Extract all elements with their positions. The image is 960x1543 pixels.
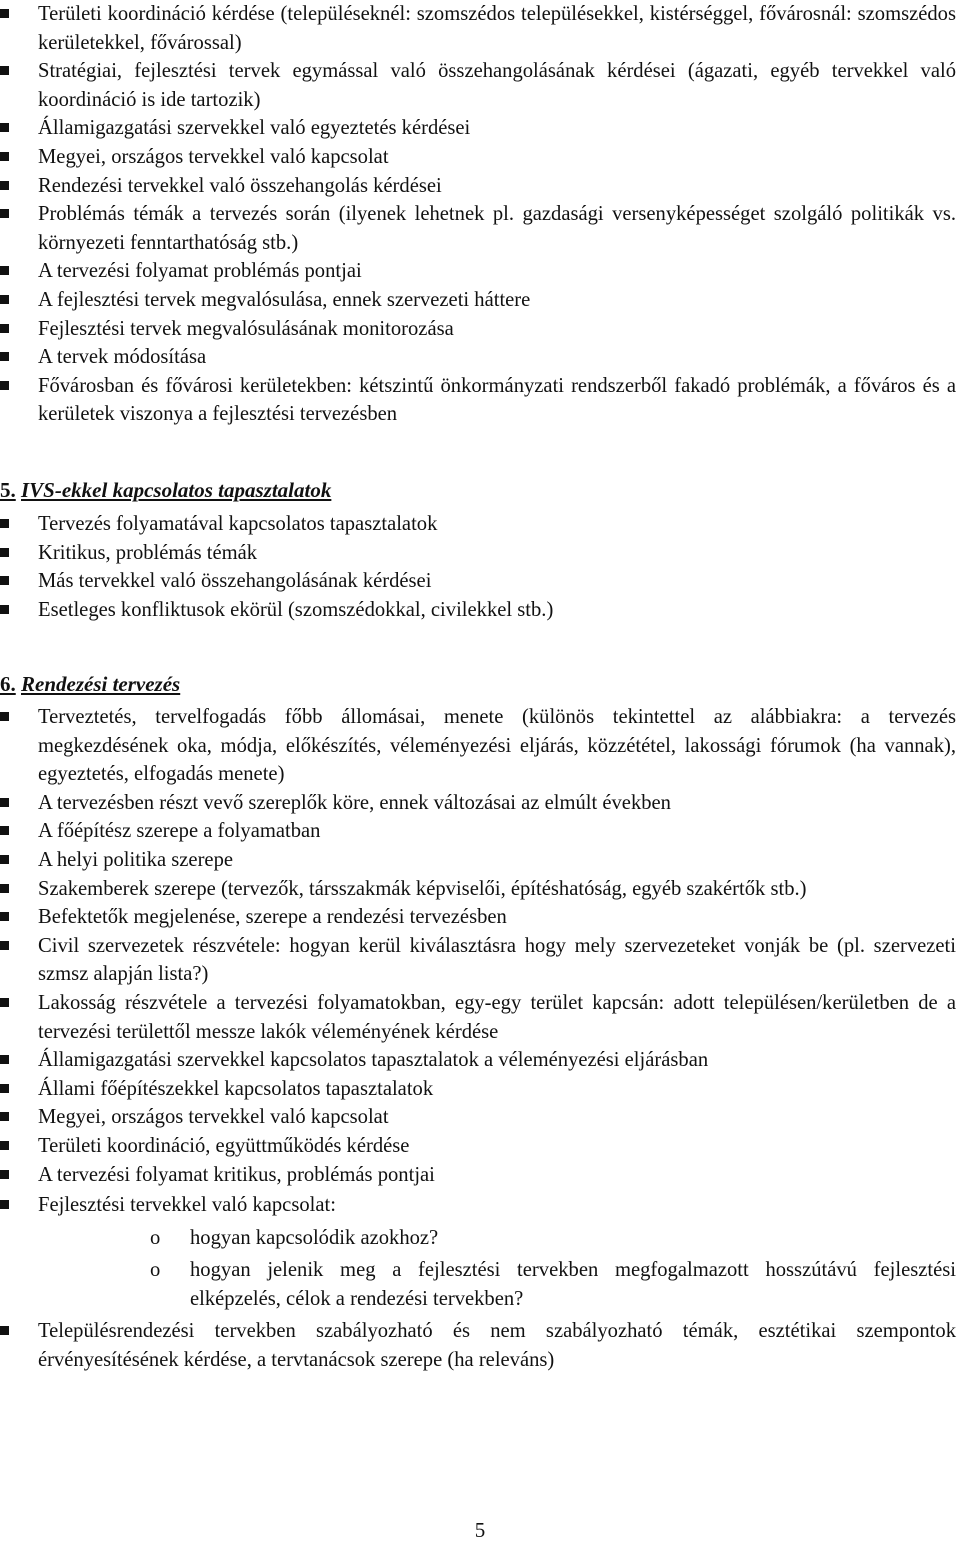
square-bullet-icon <box>0 519 9 528</box>
list-item-text: Lakosság részvétele a tervezési folyamatokban, egy-egy terület kapcsán: adott településen/kerületben de a tervezési területtől messze lakók véleményének kérdése <box>38 991 956 1043</box>
list-item-text: Civil szervezetek részvétele: hogyan kerül kiválasztásra hogy mely szervezeteket vonják be (pl. szervezeti szmsz alapján lista?) <box>38 934 956 986</box>
section-6-list <box>0 703 956 1375</box>
list-item-text: A tervezési folyamat problémás pontjai <box>38 260 362 283</box>
list-item-text: Esetleges konfliktusok ekörül (szomszédokkal, civilekkel stb.) <box>38 598 554 621</box>
square-bullet-icon <box>0 1170 9 1179</box>
list-item-text: Településrendezési tervekben szabályozható és nem szabályozható témák, esztétikai szempontok érvényesítésének kérdése, a tervtanácsok szerepe (ha releváns) <box>38 1320 956 1372</box>
square-bullet-icon <box>0 266 9 275</box>
square-bullet-icon <box>0 912 9 921</box>
list-item-text: Rendezési tervekkel való összehangolás kérdései <box>38 174 442 197</box>
square-bullet-icon <box>0 1112 9 1121</box>
list-item-text: A főépítész szerepe a folyamatban <box>38 820 321 843</box>
list-item-text: A tervezési folyamat kritikus, problémás pontjai <box>38 1163 435 1186</box>
list-item-text: Szakemberek szerepe (tervezők, társszakmák képviselői, építéshatóság, egyéb szakértők stb.) <box>38 877 807 900</box>
square-bullet-icon <box>0 605 9 614</box>
section-title: IVS-ekkel kapcsolatos tapasztalatok <box>21 478 332 502</box>
section-number: 5. <box>0 478 16 502</box>
list-item <box>0 1317 956 1374</box>
sub-list-item-text: hogyan kapcsolódik azokhoz? <box>190 1226 439 1249</box>
list-item-text: Megyei, országos tervekkel való kapcsolat <box>38 145 389 168</box>
list-item-text: Problémás témák a tervezés során (ilyenek lehetnek pl. gazdasági versenyképességet szolgáló politikák vs. környezeti fenntarthatóság stb.) <box>38 203 956 254</box>
square-bullet-icon <box>0 576 9 585</box>
list-item-text: A tervek módosítása <box>38 346 207 369</box>
square-bullet-icon <box>0 884 9 893</box>
list-item <box>0 57 956 114</box>
square-bullet-icon <box>0 1326 9 1335</box>
list-item <box>0 114 956 143</box>
sub-list-item <box>0 1256 956 1313</box>
square-bullet-icon <box>0 826 9 835</box>
list-item <box>0 172 956 201</box>
list-item <box>0 903 956 932</box>
list-item-text: Megyei, országos tervekkel való kapcsolat <box>38 1106 389 1129</box>
square-bullet-icon <box>0 941 9 950</box>
list-item-text: Államigazgatási szervekkel való egyeztetés kérdései <box>38 117 471 140</box>
list-item-text: Terveztetés, tervelfogadás főbb állomásai, menete (különös tekintettel az alábbiakra: a tervezés megkezdésének oka, módja, előkészítés, véleményezési eljárás, közzététel, lakossági fórumok (ha vannak), egyeztetés, elfogadás menete) <box>38 706 956 786</box>
list-item <box>0 1161 956 1190</box>
list-item <box>0 1191 956 1220</box>
square-bullet-icon <box>0 123 9 132</box>
list-item-text: Tervezés folyamatával kapcsolatos tapasztalatok <box>38 513 438 535</box>
list-item <box>0 343 956 372</box>
circle-bullet-icon: o <box>150 1259 161 1282</box>
list-item-text: Államigazgatási szervekkel kapcsolatos tapasztalatok a véleményezési eljárásban <box>38 1049 709 1072</box>
square-bullet-icon <box>0 798 9 807</box>
list-item <box>0 817 956 846</box>
list-item <box>0 257 956 286</box>
square-bullet-icon <box>0 381 9 390</box>
sub-list-container <box>0 1224 956 1314</box>
list-item-text: Stratégiai, fejlesztési tervek egymással való összehangolásának kérdései (ágazati, egyéb tervekkel való koordináció is ide tartozik) <box>38 60 956 111</box>
list-item <box>0 200 956 257</box>
square-bullet-icon <box>0 712 9 721</box>
square-bullet-icon <box>0 152 9 161</box>
square-bullet-icon <box>0 66 9 75</box>
square-bullet-icon <box>0 181 9 190</box>
list-item-text: A fejlesztési tervek megvalósulása, ennek szervezeti háttere <box>38 288 531 311</box>
square-bullet-icon <box>0 352 9 361</box>
list-item <box>0 875 956 904</box>
list-item <box>0 596 956 625</box>
list-item-text: Más tervekkel való összehangolásának kérdései <box>38 570 432 593</box>
square-bullet-icon <box>0 1055 9 1064</box>
list-item-text: A tervezésben részt vevő szereplők köre, ennek változásai az elmúlt években <box>38 791 671 814</box>
list-item-text: Állami főépítészekkel kapcsolatos tapasztalatok <box>38 1077 434 1100</box>
square-bullet-icon <box>0 9 9 18</box>
section-5-list <box>0 510 956 624</box>
list-item-text: Fővárosban és fővárosi kerületekben: kétszintű önkormányzati rendszerből fakadó problémák, a főváros és a kerületek viszonya a fejlesztési tervezésben <box>38 374 956 426</box>
circle-bullet-icon: o <box>150 1226 161 1249</box>
square-bullet-icon <box>0 548 9 557</box>
section-number: 6. <box>0 672 16 696</box>
list-item <box>0 932 956 989</box>
sub-list-item-text: hogyan jelenik meg a fejlesztési tervekben megfogalmazott hosszútávú fejlesztési elképzelés, célok a rendezési tervekben? <box>190 1259 956 1310</box>
square-bullet-icon <box>0 1200 9 1209</box>
square-bullet-icon <box>0 1084 9 1093</box>
square-bullet-icon <box>0 209 9 218</box>
list-item <box>0 372 956 429</box>
list-item <box>0 510 956 539</box>
list-item <box>0 286 956 315</box>
sub-bullet-list <box>0 1224 956 1314</box>
section-5-heading <box>0 476 331 504</box>
list-item-text: Fejlesztési tervek megvalósulásának monitorozása <box>38 317 454 340</box>
list-item <box>0 1075 956 1104</box>
list-item <box>0 539 956 568</box>
list-item-text: Kritikus, problémás témák <box>38 541 258 564</box>
list-item-text: Fejlesztési tervekkel való kapcsolat: <box>38 1194 336 1217</box>
list-item <box>0 989 956 1046</box>
list-item-text: Területi koordináció kérdése (településeknél: szomszédos településekkel, kistérséggel, fővárosnál: szomszédos kerületekkel, fővárossal) <box>38 3 956 54</box>
list-item <box>0 1046 956 1075</box>
list-item <box>0 703 956 789</box>
list-item-text: A helyi politika szerepe <box>38 848 234 871</box>
page-number: 5 <box>474 1518 486 1542</box>
list-item <box>0 0 956 57</box>
list-item <box>0 567 956 596</box>
section-6-heading <box>0 670 180 698</box>
square-bullet-icon <box>0 998 9 1007</box>
top-bullet-list <box>0 0 956 429</box>
list-item <box>0 789 956 818</box>
square-bullet-icon <box>0 295 9 304</box>
list-item <box>0 1132 956 1161</box>
section-title: Rendezési tervezés <box>21 672 181 696</box>
list-item <box>0 143 956 172</box>
square-bullet-icon <box>0 324 9 333</box>
list-item <box>0 1103 956 1132</box>
list-item-text: Befektetők megjelenése, szerepe a rendezési tervezésben <box>38 906 507 929</box>
list-item-text: Területi koordináció, együttműködés kérdése <box>38 1134 410 1157</box>
list-item <box>0 846 956 875</box>
square-bullet-icon <box>0 855 9 864</box>
square-bullet-icon <box>0 1141 9 1150</box>
list-item <box>0 315 956 344</box>
sub-list-item <box>0 1224 956 1253</box>
